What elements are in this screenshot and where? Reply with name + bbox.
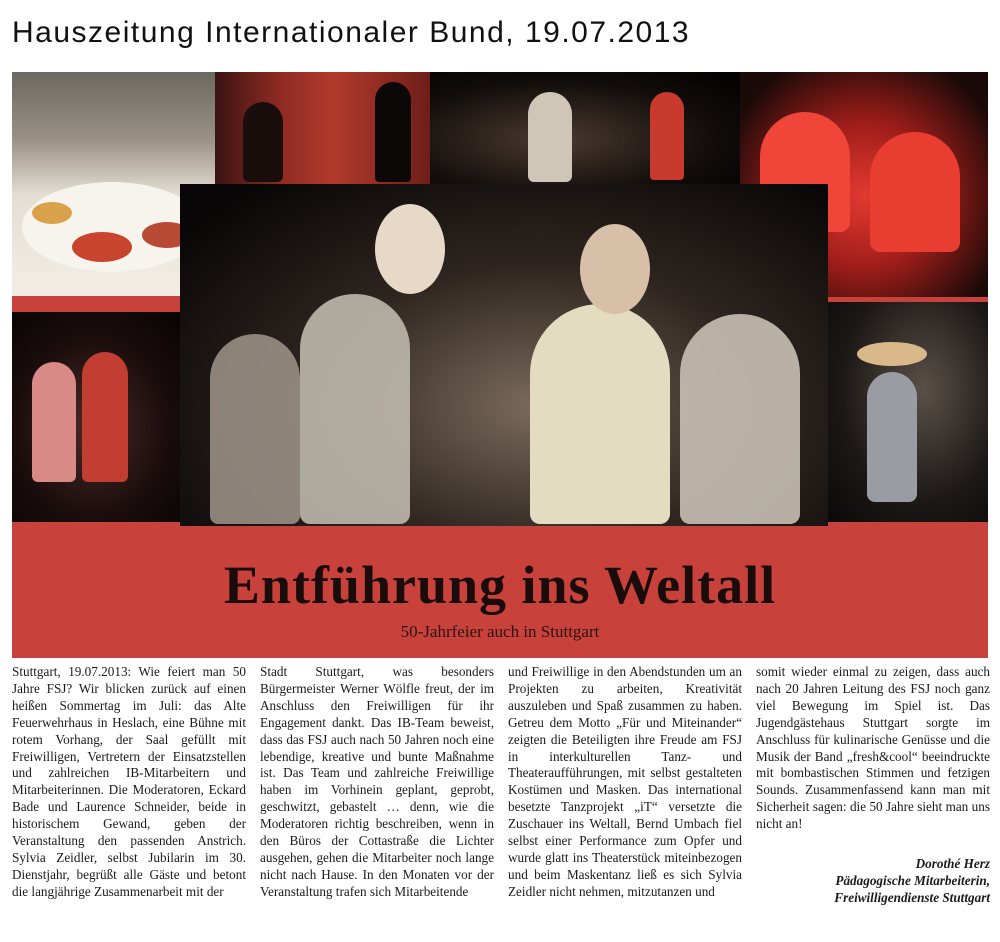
column-text: Stadt Stuttgart, was besonders Bürgermeister Werner Wölfle freut, der im Anschluss den Freiwilligen für ihr Engagement dankt. Das IB-Team beweist, dass das FSJ auch nach 50 Jahren noch eine lebendige, kreative und bunte Maßnahme ist. Das Team und zahlreiche Freiwillige haben im Vorhinein geplant, geprobt, geschwitzt, gebastelt … denn, wie die Moderatoren richtig beschreiben, wenn in den Büros der Cottastraße die Lichter ausgehen, gehen die Mitarbeiter noch lange nicht nach Hause. In den Monaten vor der Veranstaltung trafen sich Mitarbeitende (260, 664, 494, 899)
photo-stage-left (12, 312, 188, 522)
subheadline: 50-Jahrfeier auch in Stuttgart (400, 622, 600, 641)
author-name: Dorothé Herz (915, 856, 990, 872)
article-column-4 (756, 664, 990, 906)
column-text: und Freiwillige in den Abendstunden um an Projekten zu arbeiten, Kreativität auszuleben und Spaß zusammen zu haben. Getreu dem Motto „Für und Miteinander“ zeigten die Beteiligten ihre Freude am FSJ in interkulturellen Tanz- und Theateraufführungen, mit selbst gestalteten Kostümen und Masken. Das international besetzte Tanzprojekt „iT“ versetzte die Zuschauer ins Weltall, Bernd Umbach fiel selbst einer Performance zum Opfer und wurde glatt ins Theaterstück miteinbezogen und beim Maskentanz ließ es sich Sylvia Zeidler nicht nehmen, mitzutanzen und (508, 664, 742, 899)
photo-collage (12, 72, 988, 658)
column-text: somit wieder einmal zu zeigen, dass auch nach 20 Jahren Leitung des FSJ noch ganz viel Bewegung im Spiel ist. Das Jugendgästehaus Stuttgart sorgte im Anschluss für kulinarische Genüsse und die Musik der Band „fresh&cool“ beeindruckte mit bombastischen Stimmen und fetzigen Sounds. Zusammenfassend kann man mit Sicherheit sagen: die 50 Jahre sieht man uns nicht an! (756, 664, 990, 832)
headline: Entführung ins Weltall (223, 555, 777, 615)
article-body (12, 664, 988, 936)
author-signature (756, 855, 990, 906)
article-column-2 (260, 664, 494, 901)
photo-moderators (215, 72, 430, 187)
author-department: Freiwilligendienste Stuttgart (834, 890, 990, 906)
photo-main-dancers (180, 184, 828, 526)
photo-dancers-top (430, 72, 740, 184)
article-column-3 (508, 664, 742, 901)
article-column-1 (12, 664, 246, 901)
author-role: Pädagogische Mitarbeiterin, (835, 873, 990, 889)
photo-singer (827, 302, 988, 522)
masthead: Hauszeitung Internationaler Bund, 19.07.2013 (12, 16, 691, 49)
column-text: Stuttgart, 19.07.2013: Wie feiert man 50 Jahre FSJ? Wir blicken zurück auf einen heißen Sommertag im Juli: das Alte Feuerwehrhaus in Heslach, eine Bühne mit rotem Vorhang, der Saal gefüllt mit Freiwilligen, Vertretern der Einsatzstellen und zahlreichen IB-Mitarbeitern und Mitarbeiterinnen. Die Moderatoren, Eckard Bade und Laurence Schneider, beide in historischem Gewand, geben der Veranstaltung den passenden Anstrich. Sylvia Zeidler, selbst Jubilarin im 30. Dienstjahr, begrüßt alle Gäste und betont die langjährige Zusammenarbeit mit der (12, 664, 246, 899)
